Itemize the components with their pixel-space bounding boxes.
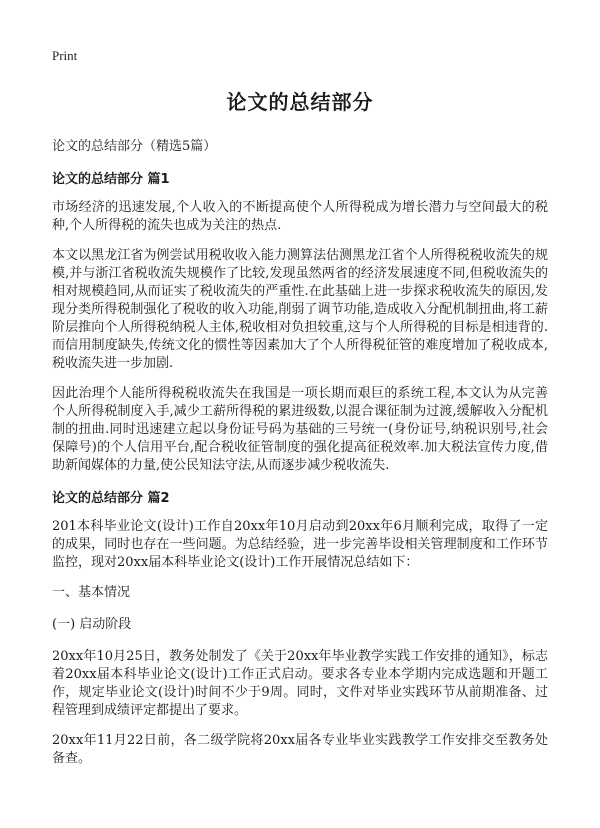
section-1-paragraph: 本文以黑龙江省为例尝试用税收收入能力测算法估测黑龙江省个人所得税税收流失的规模,并与浙江省税收流失规模作了比较,发现虽然两省的经济发展速度不同,但税收流失的相对规模趋同,从而证实了税收流失的严重性.在此基础上进一步探求税收流失的原因,发现分类所得税制强化了税收的收入功能,削弱了调节功能,造成收入分配机制扭曲,将工薪阶层推向个人所得税纳税人主体,税收相对负担较重,这与个人所得税的目标是相违背的.而信用制度缺失,传统文化的惯性等因素加大了个人所得税征管的难度增加了税收成本,税收流失进一步加剧. [52,248,548,371]
startup-stage-heading: (一) 启动阶段 [52,617,132,632]
stage-paragraph: 20xx年11月22日前，各二级学院将20xx届各专业毕业实践教学工作安排交至教务处备查。 [52,733,548,766]
section-1-paragraph: 市场经济的迅速发展,个人收入的不断提高使个人所得税成为增长潜力与空间最大的税种,个人所得税的流失也成为关注的热点. [52,200,548,233]
print-label[interactable]: Print [52,48,78,63]
document-subtitle: 论文的总结部分（精选5篇） [52,139,217,154]
section-1-heading: 论文的总结部分 篇1 [52,172,170,187]
section-2-paragraph: 201本科毕业论文(设计)工作自20xx年10月启动到20xx年6月顺利完成，取得了一定的成果，同时也存在一些问题。为总结经验，进一步完善毕设相关管理制度和工作环节监控，现对20xx届本科毕业论文(设计)工作开展情况总结如下： [52,519,548,570]
stage-paragraph: 20xx年10月25日，教务处制发了《关于20xx年毕业教学实践工作安排的通知》，标志着20xx届本科毕业论文(设计)工作正式启动。要求各专业本学期内完成选题和开题工作，规定毕业论文(设计)时间不少于9周。同时，文件对毕业实践环节从前期准备、过程管理到成绩评定都提出了要求。 [52,649,548,718]
page-title: 论文的总结部分 [226,90,374,114]
section-2-heading: 论文的总结部分 篇2 [52,491,170,506]
section-1-paragraph: 因此治理个人能所得税税收流失在我国是一项长期而艰巨的系统工程,本文认为从完善个人所得税制度入手,减少工薪所得税的累进级数,以混合课征制为过渡,缓解收入分配机制的扭曲.同时迅速建立起以身份证号码为基础的三号统一(身份证号,纳税识别号,社会保障号)的个人信用平台,配合税收征管制度的强化提高征税效率.加大税法宣传力度,借助新闻媒体的力量,使公民知法守法,从而逐步减少税收流失. [52,386,548,473]
basic-situation-heading: 一、基本情况 [52,585,131,600]
